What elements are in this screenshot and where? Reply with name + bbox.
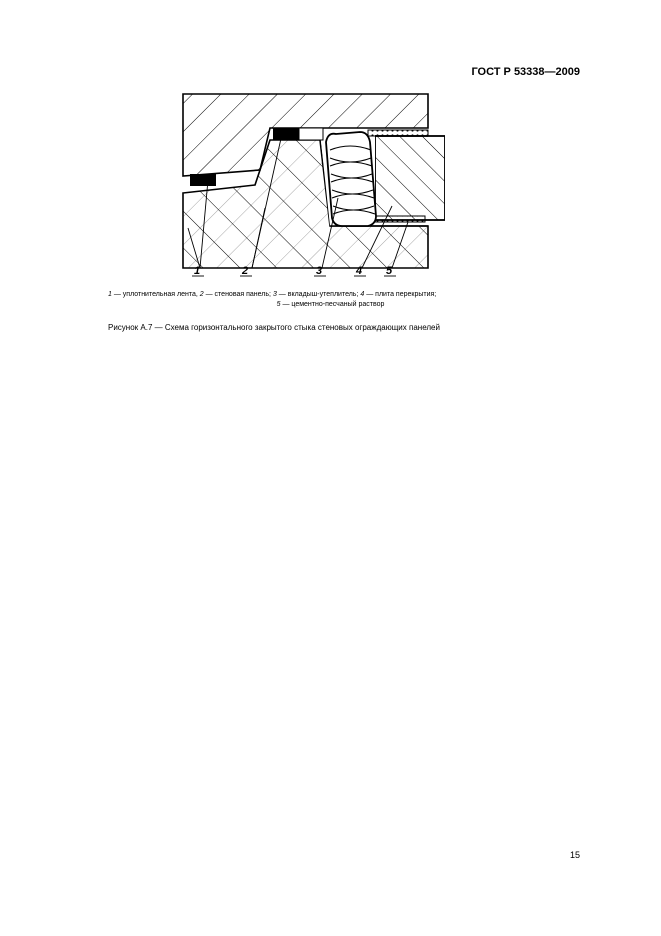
- legend-num-5: 5: [276, 301, 281, 308]
- legend-line-2: [108, 300, 553, 310]
- figure-caption: Рисунок А.7 — Схема горизонтального закрытого стыка стеновых ограждающих панелей: [108, 323, 440, 332]
- legend-num-3: 3: [272, 291, 277, 298]
- callout-3: 3: [316, 265, 323, 277]
- legend-line-1: [108, 290, 553, 300]
- joint-diagram: [170, 88, 445, 283]
- page-number: 15: [570, 850, 581, 860]
- legend-num-1: 1: [108, 291, 112, 298]
- legend-num-4: 4: [360, 291, 365, 298]
- legend-text-4: — плита перекрытия;: [364, 291, 437, 298]
- callout-1: 1: [194, 265, 201, 277]
- legend-text-2: — стеновая панель;: [203, 291, 273, 298]
- document-code: ГОСТ Р 53338—2009: [471, 66, 580, 78]
- legend-num-2: 2: [199, 291, 204, 298]
- insulation-insert: [326, 132, 376, 226]
- legend-text-3: — вкладыш-утеплитель;: [276, 291, 361, 298]
- floor-slab: [375, 136, 445, 220]
- callout-4: 4: [356, 265, 363, 277]
- figure-legend: [108, 290, 553, 310]
- legend-text-5: — цементно-песчаный раствор: [280, 301, 385, 308]
- callout-5: 5: [386, 265, 393, 277]
- callout-2: 2: [242, 265, 249, 277]
- legend-text-1: — уплотнительная лента,: [111, 291, 200, 298]
